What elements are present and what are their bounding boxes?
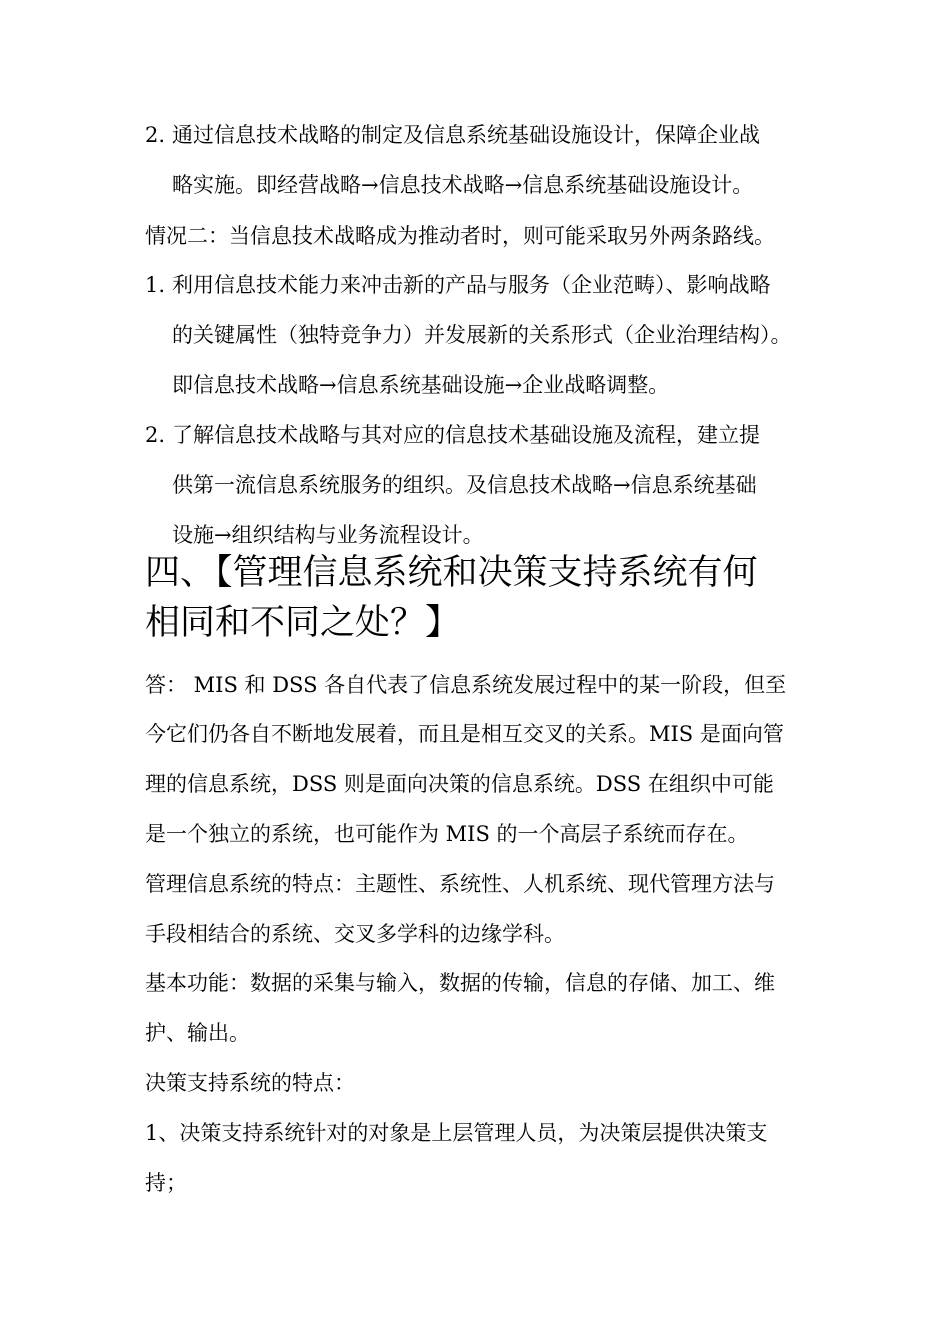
list-item-2-continuation: 略实施。即经营战略→信息技术战略→信息系统基础设施设计。 [172,173,754,197]
paragraph-text: 利用信息技术能力来冲击新的产品与服务（企业范畴）、影响战略 [172,273,771,297]
case2-list-item-1-line2: 的关键属性（独特竞争力）并发展新的关系形式（企业治理结构）。 [172,323,792,347]
answer-line3: 理的信息系统，DSS 则是面向决策的信息系统。DSS 在组织中可能 [145,772,774,796]
list-number: 2. [145,423,166,447]
basic-functions-line1: 基本功能：数据的采集与输入，数据的传输，信息的存储、加工、维 [145,971,775,995]
case-two-paragraph: 情况二：当信息技术战略成为推动者时，则可能采取另外两条路线。 [145,224,775,248]
mis-features-line2: 手段相结合的系统、交叉多学科的边缘学科。 [145,922,565,946]
dss-features-item1-line2: 持； [145,1171,187,1195]
section-heading-line2: 相同和不同之处？】 [145,603,461,643]
basic-functions-line2: 护、输出。 [145,1021,250,1045]
answer-line4: 是一个独立的系统，也可能作为 MIS 的一个高层子系统而存在。 [145,822,749,846]
case2-list-item-1-line3: 即信息技术战略→信息系统基础设施→企业战略调整。 [172,373,670,397]
list-item-2 [145,120,815,150]
section-heading-line1: 四、【管理信息系统和决策支持系统有何 [145,553,758,593]
dss-features-title: 决策支持系统的特点： [145,1071,355,1095]
case2-list-item-2 [145,420,815,450]
dss-features-item1-line1: 1、决策支持系统针对的对象是上层管理人员，为决策层提供决策支 [145,1121,768,1145]
mis-features-line1: 管理信息系统的特点：主题性、系统性、人机系统、现代管理方法与 [145,872,775,896]
list-number: 1. [145,273,166,297]
list-number: 2. [145,123,166,147]
case2-list-item-2-line3: 设施→组织结构与业务流程设计。 [172,523,484,547]
answer-line1: 答： MIS 和 DSS 各自代表了信息系统发展过程中的某一阶段，但至 [145,673,787,697]
paragraph-text: 通过信息技术战略的制定及信息系统基础设施设计，保障企业战 [172,123,760,147]
case2-list-item-2-line2: 供第一流信息系统服务的组织。及信息技术战略→信息系统基础 [172,473,757,497]
answer-line2: 今它们仍各自不断地发展着，而且是相互交叉的关系。MIS 是面向管 [145,722,784,746]
case2-list-item-1 [145,270,815,300]
paragraph-text: 了解信息技术战略与其对应的信息技术基础设施及流程，建立提 [172,423,760,447]
